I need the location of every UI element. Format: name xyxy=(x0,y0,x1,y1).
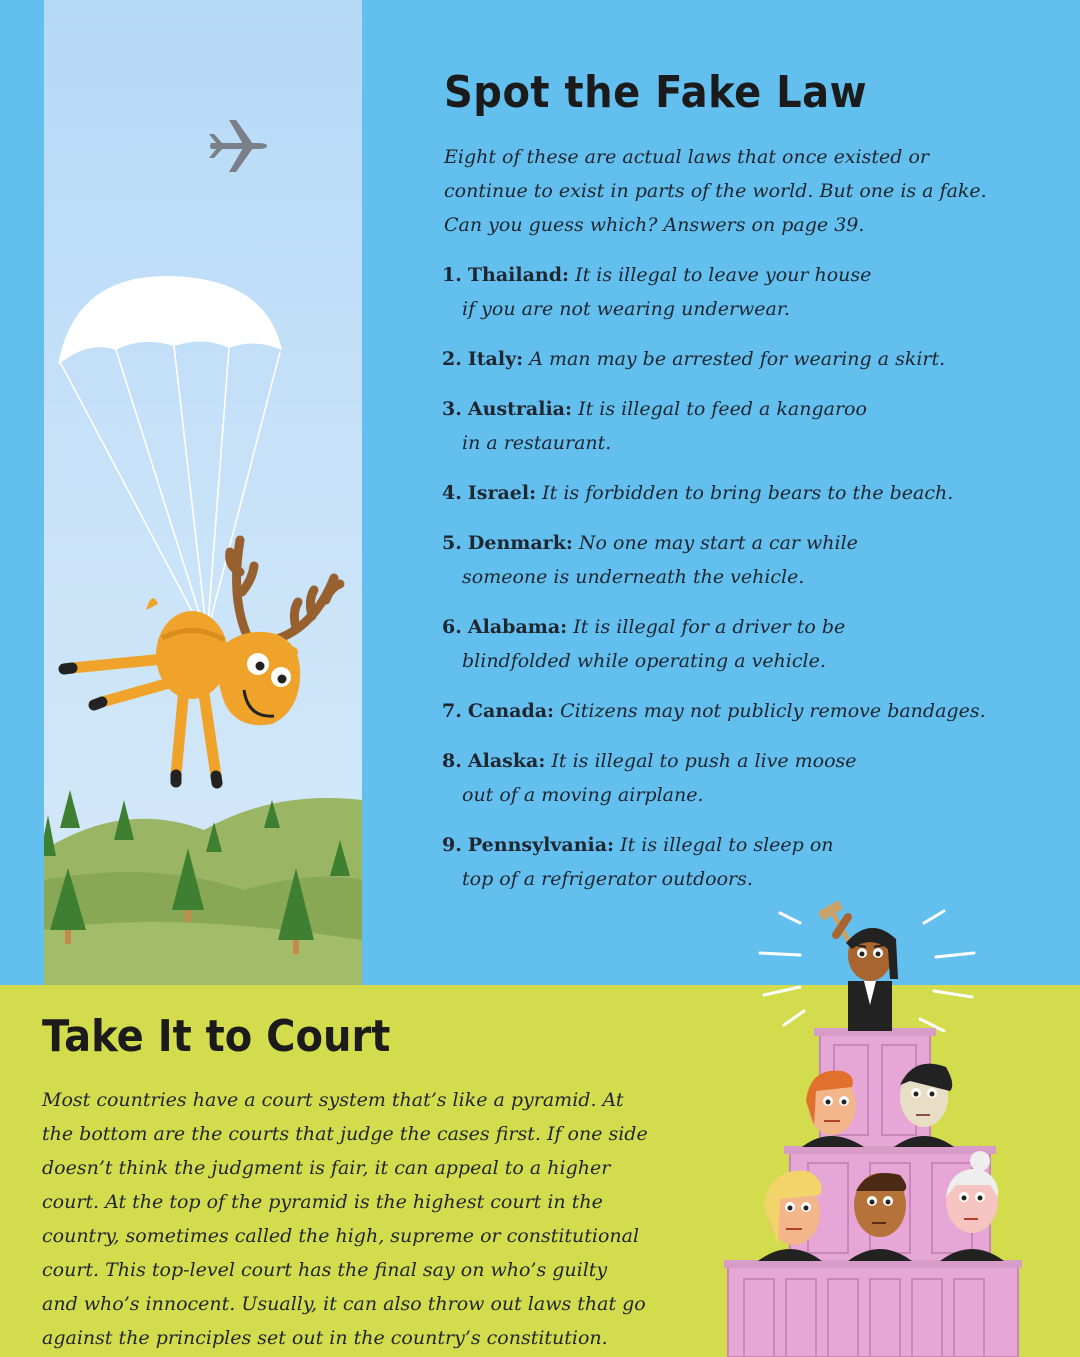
law-number: 2. xyxy=(442,348,462,370)
law-place: Alaska: xyxy=(467,750,546,772)
court-line: and who’s innocent. Usually, it can also throw out laws that go xyxy=(42,1293,646,1315)
court-line: doesn’t think the judgment is fair, it can appeal to a higher xyxy=(42,1157,611,1179)
law-number: 1. xyxy=(442,264,462,286)
hills xyxy=(44,798,362,985)
law-place: Denmark: xyxy=(467,532,573,554)
law-number: 8. xyxy=(442,750,462,772)
page-title: Spot the Fake Law xyxy=(444,68,868,118)
intro-paragraph xyxy=(444,140,1004,242)
law-text: It is forbidden to bring bears to the beach. xyxy=(542,482,954,504)
court-line: court. This top-level court has the final say on who’s guilty xyxy=(42,1259,608,1281)
law-list xyxy=(442,258,1042,912)
law-item xyxy=(442,258,1042,326)
court-line: the bottom are the courts that judge the cases first. If one side xyxy=(42,1123,648,1145)
court-title: Take It to Court xyxy=(42,1012,391,1062)
law-number: 6. xyxy=(442,616,462,638)
law-place: Israel: xyxy=(467,482,537,504)
law-item xyxy=(442,476,1042,510)
moose-icon xyxy=(64,540,340,783)
law-item xyxy=(442,610,1042,678)
law-text-continued: out of a moving airplane. xyxy=(462,784,704,806)
law-place: Pennsylvania: xyxy=(467,834,615,856)
law-text-continued: in a restaurant. xyxy=(462,432,612,454)
court-line: country, sometimes called the high, supreme or constitutional xyxy=(42,1225,640,1247)
law-number: 5. xyxy=(442,532,462,554)
law-place: Alabama: xyxy=(467,616,568,638)
law-text: No one may start a car while xyxy=(578,532,858,554)
intro-line: continue to exist in parts of the world. But one is a fake. xyxy=(444,180,987,202)
law-text: It is illegal to feed a kangaroo xyxy=(578,398,867,420)
law-number: 9. xyxy=(442,834,462,856)
law-item xyxy=(442,342,1042,376)
law-place: Italy: xyxy=(467,348,524,370)
law-number: 7. xyxy=(442,700,462,722)
intro-line: Can you guess which? Answers on page 39. xyxy=(444,214,865,236)
court-line: against the principles set out in the country’s constitution. xyxy=(42,1327,608,1349)
court-paragraph xyxy=(42,1083,682,1355)
law-item xyxy=(442,694,1042,728)
intro-line: Eight of these are actual laws that once existed or xyxy=(444,146,929,168)
law-text: It is illegal for a driver to be xyxy=(573,616,846,638)
law-item xyxy=(442,828,1042,896)
law-number: 3. xyxy=(442,398,462,420)
law-place: Australia: xyxy=(467,398,573,420)
court-pyramid-illustration xyxy=(724,895,1054,1357)
law-text: Citizens may not publicly remove bandages. xyxy=(560,700,986,722)
law-number: 4. xyxy=(442,482,462,504)
law-item xyxy=(442,744,1042,812)
moose-parachute-illustration xyxy=(44,0,362,985)
illustration-strip xyxy=(44,0,362,985)
law-text-continued: top of a refrigerator outdoors. xyxy=(462,868,753,890)
court-line: Most countries have a court system that’s like a pyramid. At xyxy=(42,1089,624,1111)
law-text-continued: blindfolded while operating a vehicle. xyxy=(462,650,826,672)
law-text: A man may be arrested for wearing a skirt. xyxy=(529,348,946,370)
law-text: It is illegal to sleep on xyxy=(620,834,834,856)
court-line: court. At the top of the pyramid is the highest court in the xyxy=(42,1191,603,1213)
law-place: Thailand: xyxy=(467,264,570,286)
law-place: Canada: xyxy=(467,700,555,722)
law-text-continued: someone is underneath the vehicle. xyxy=(462,566,805,588)
airplane-icon xyxy=(209,120,267,172)
law-item xyxy=(442,392,1042,460)
law-text-continued: if you are not wearing underwear. xyxy=(462,298,790,320)
law-text: It is illegal to push a live moose xyxy=(551,750,857,772)
law-item xyxy=(442,526,1042,594)
law-text: It is illegal to leave your house xyxy=(575,264,872,286)
